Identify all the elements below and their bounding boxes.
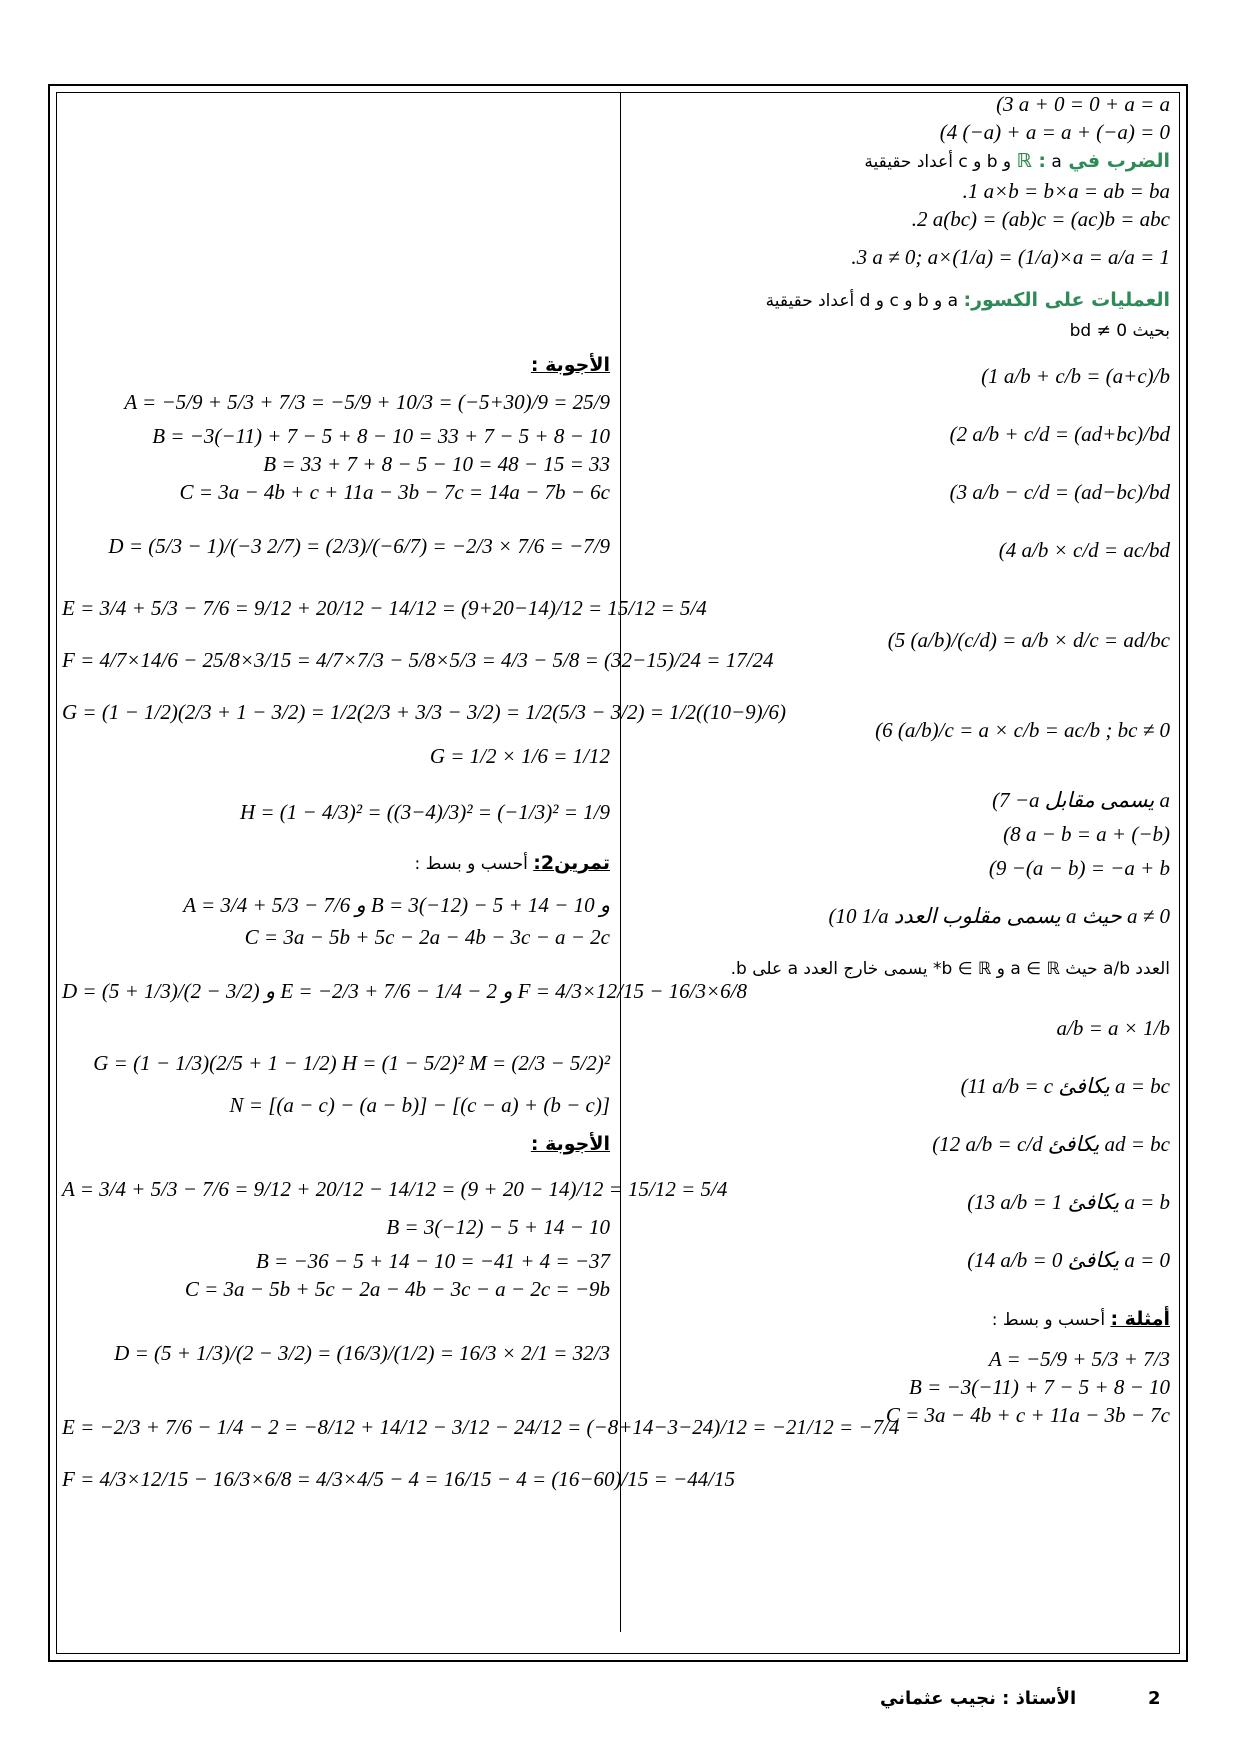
property-4: (4 (−a) + a = a + (−a) = 0 (939, 120, 1170, 144)
answer-G-1: G = (1 − 1/2)(2/3 + 1 − 3/2) = 1/2(2/3 + 3/3 − 3/2) = 1/2(5/3 − 3/2) = 1/2((10−9)/6) (62, 700, 786, 724)
answer-A: A = −5/9 + 5/3 + 7/3 = −5/9 + 10/3 = (−5+30)/9 = 25/9 (124, 390, 610, 414)
answer-B-1: B = −3(−11) + 7 − 5 + 8 − 10 = 33 + 7 − 5 + 8 − 10 (152, 424, 610, 448)
quotient-identity: a/b = a × 1/b (1056, 1016, 1170, 1040)
examples-title: أمثلة : (1110, 1308, 1170, 1330)
multiplication-vars: a و b و c أعداد حقيقية (864, 152, 1062, 172)
fraction-rule-12: (12 a/b = c/d يكافئ ad = bc (932, 1132, 1170, 1156)
fractions-condition: بحيث bd ≠ 0 (1069, 321, 1170, 341)
answer-E: E = 3/4 + 5/3 − 7/6 = 9/12 + 20/12 − 14/12 = (9+20−14)/12 = 15/12 = 5/4 (62, 596, 707, 620)
fraction-rule-6: (6 (a/b)/c = a × c/b = ac/b ; bc ≠ 0 (875, 718, 1170, 742)
fraction-rule-1: (1 a/b + c/b = (a+c)/b (981, 364, 1170, 388)
fractions-vars: a و b و c و d أعداد حقيقية (765, 291, 959, 311)
answer-B-2: B = 33 + 7 + 8 − 5 − 10 = 48 − 15 = 33 (263, 452, 610, 476)
fraction-rule-14: (14 a/b = 0 يكافئ a = 0 (967, 1248, 1170, 1272)
answer-2-C: C = 3a − 5b + 5c − 2a − 4b − 3c − a − 2c = −9b (184, 1277, 610, 1301)
property-3: (3 a + 0 = 0 + a = a (996, 92, 1170, 116)
exercise-2-DEF: D = (5 + 1/3)/(2 − 3/2) و E = −2/3 + 7/6 − 1/4 − 2 و F = 4/3×12/15 − 16/3×6/8 (62, 979, 748, 1003)
exercise-2-AB: A = 3/4 + 5/3 − 7/6 و B = 3(−12) − 5 + 14 − 10 و (183, 893, 610, 917)
column-divider (620, 92, 621, 1632)
multiplication-3: .3 a ≠ 0; a×(1/a) = (1/a)×a = a/a = 1 (851, 245, 1170, 269)
fraction-rule-10: (10 1/a يسمى مقلوب العدد a حيث a ≠ 0 (828, 904, 1170, 928)
exercise-2-GHM: G = (1 − 1/3)(2/5 + 1 − 1/2) H = (1 − 5/2)² M = (2/3 − 5/2)² (93, 1051, 610, 1075)
fraction-rule-11: (11 a/b = c يكافئ a = bc (960, 1074, 1170, 1098)
example-B: B = −3(−11) + 7 − 5 + 8 − 10 (909, 1375, 1170, 1399)
right-column (630, 90, 1170, 1429)
fraction-rule-7: (7 −a يسمى مقابل a (992, 788, 1170, 812)
answer-2-A: A = 3/4 + 5/3 − 7/6 = 9/12 + 20/12 − 14/12 = (9 + 20 − 14)/12 = 15/12 = 5/4 (62, 1177, 728, 1201)
fractions-title: العمليات على الكسور: (963, 289, 1170, 311)
answer-2-D: D = (5 + 1/3)/(2 − 3/2) = (16/3)/(1/2) = 16/3 × 2/1 = 32/3 (114, 1341, 610, 1365)
answer-F: F = 4/7×14/6 − 25/8×3/15 = 4/7×7/3 − 5/8×5/3 = 4/3 − 5/8 = (32−15)/24 = 17/24 (62, 648, 774, 672)
answer-2-F: F = 4/3×12/15 − 16/3×6/8 = 4/3×4/5 − 4 = 16/15 − 4 = (16−60)/15 = −44/15 (62, 1467, 736, 1491)
author-name: الأستاذ : نجيب عثماني (880, 1688, 1077, 1709)
answer-2-E: E = −2/3 + 7/6 − 1/4 − 2 = −8/12 + 14/12 − 3/12 − 24/12 = (−8+14−3−24)/12 = −21/12 = −7/4 (62, 1415, 900, 1439)
fractions-section (630, 285, 1170, 316)
answer-G-2: G = 1/2 × 1/6 = 1/12 (429, 744, 610, 768)
answers-2-title: الأجوبة : (530, 1133, 610, 1155)
fraction-rule-5: (5 (a/b)/(c/d) = a/b × d/c = ad/bc (887, 628, 1170, 652)
quotient-definition: العدد a/b حيث a ∈ ℝ و b ∈ ℝ* يسمى خارج العدد a على b. (730, 959, 1170, 979)
fraction-rule-9: (9 −(a − b) = −a + b (988, 856, 1170, 880)
fraction-rule-8: (8 a − b = a + (−b) (1003, 822, 1170, 846)
exercise-2-section (62, 848, 610, 879)
fraction-rule-2: (2 a/b + c/d = (ad+bc)/bd (949, 422, 1170, 446)
multiplication-title: الضرب في ℝ : (1016, 150, 1170, 172)
exercise-2-C: C = 3a − 5b + 5c − 2a − 4b − 3c − a − 2c (244, 925, 610, 949)
fraction-rule-3: (3 a/b − c/d = (ad−bc)/bd (949, 480, 1170, 504)
page-number: 2 (1148, 1688, 1161, 1709)
examples-instruction: أحسب و بسط : (991, 1310, 1106, 1330)
fraction-rule-13: (13 a/b = 1 يكافئ a = b (967, 1190, 1170, 1214)
exercise-2-title: تمرين2: (533, 852, 610, 874)
example-A: A = −5/9 + 5/3 + 7/3 (988, 1347, 1170, 1371)
example-C: C = 3a − 4b + c + 11a − 3b − 7c (885, 1403, 1170, 1427)
examples-section (630, 1304, 1170, 1335)
answers-title: الأجوبة : (530, 354, 610, 376)
multiplication-1: .1 a×b = b×a = ab = ba (962, 179, 1170, 203)
answer-H: H = (1 − 4/3)² = ((3−4)/3)² = (−1/3)² = 1/9 (239, 800, 610, 824)
multiplication-2: .2 a(bc) = (ab)c = (ac)b = abc (911, 207, 1170, 231)
answer-2-B-1: B = 3(−12) − 5 + 14 − 10 (386, 1215, 610, 1239)
answer-D: D = (5/3 − 1)/(−3 2/7) = (2/3)/(−6/7) = −2/3 × 7/6 = −7/9 (108, 534, 610, 558)
answer-2-B-2: B = −36 − 5 + 14 − 10 = −41 + 4 = −37 (255, 1249, 610, 1273)
exercise-2-N: N = [(a − c) − (a − b)] − [(c − a) + (b − c)] (229, 1093, 610, 1117)
multiplication-section (630, 146, 1170, 177)
exercise-2-instruction: أحسب و بسط : (414, 854, 528, 874)
answer-C: C = 3a − 4b + c + 11a − 3b − 7c = 14a − 7b − 6c (179, 480, 610, 504)
fraction-rule-4: (4 a/b × c/d = ac/bd (998, 538, 1170, 562)
